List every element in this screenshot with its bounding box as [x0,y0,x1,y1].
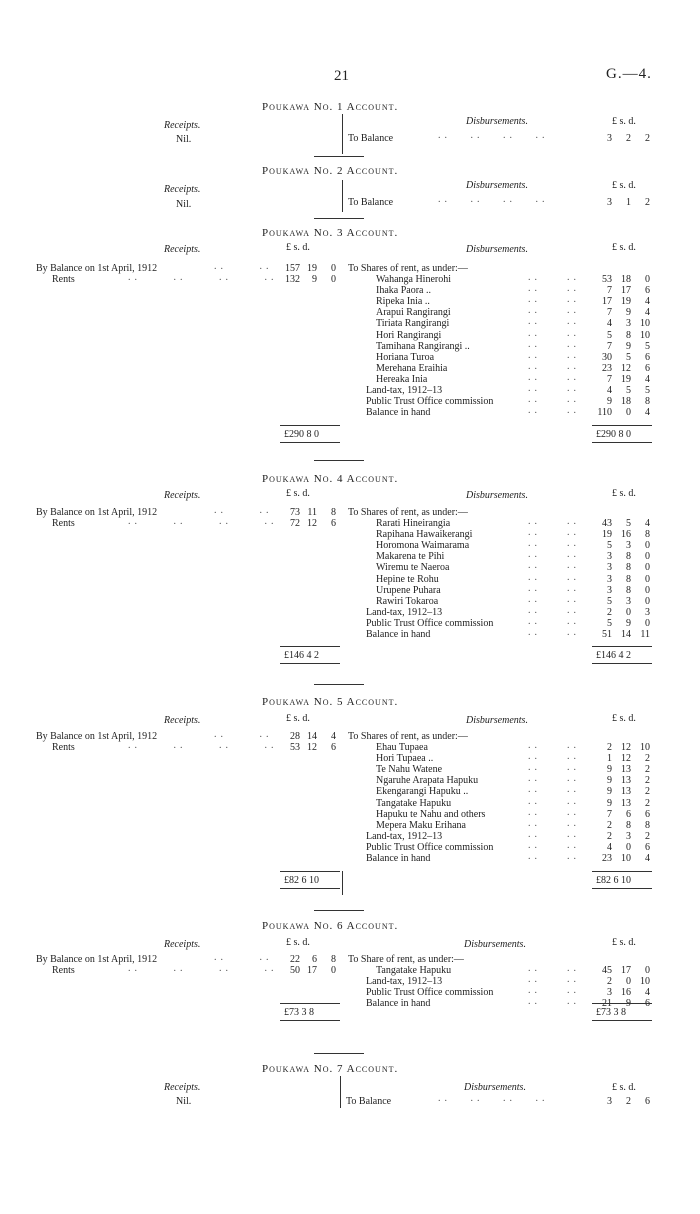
amount-pounds: 28 [290,731,300,742]
disbursements-total: £82 6 10 [596,875,631,886]
amount-pounds: 5 [607,618,612,629]
amount-pence: 0 [331,965,336,976]
amount-pence: 6 [645,809,650,820]
amount-pence: 0 [331,263,336,274]
account-title: Poukawa No. 5 Account. [262,696,399,708]
amount-shillings: 8 [626,551,631,562]
amount-pounds: 9 [607,396,612,407]
amount-pounds: 2 [607,607,612,618]
amount-pounds: 9 [607,775,612,786]
account-4: Poukawa No. 4 Account. Receipts. £ s. d. Disbursements. £ s. d. By Balance on 1st April, 1912 .. .. Rents .. .. .. .. 73 11 8 72 12 6 To Shares of rent, as under:— Rarati Hineirangia .. .. 43 5 4 Rapihana Hawaikerangi .. .. 19 16 8 Horomona Waimarama .. .. 5 3 0 Makarena te Pihi .. .. 3 8 0 Wiremu te Naeroa .. .. 3 8 0 Hepine te Rohu .. .. 3 8 0 Urupene Puhara .. .. 3 8 0 Rawiri Tokaroa .. .. 5 3 0 Land-tax, 1912–13 .. .. 2 0 3 Public Trust Office commission .. .. 5 9 0 Balance in hand .. .. 51 14 11 £146 4 2 £146 4 2 [0,474,700,662]
disbursements-total: £290 8 0 [596,429,631,440]
amount-pence: 8 [331,954,336,965]
amount-pounds: 23 [602,853,612,864]
amount-shillings: 10 [621,853,631,864]
amount-pence: 6 [645,285,650,296]
disbursements-heading: Disbursements. [466,490,528,501]
receipts-heading: Receipts. [164,939,201,950]
amount-pence: 6 [645,352,650,363]
item-name: Land-tax, 1912–13 [366,976,443,987]
account-6: Poukawa No. 6 Account. Receipts. £ s. d. Disbursements. £ s. d. By Balance on 1st April, 1912 .. .. Rents .. .. .. .. 22 6 8 50 17 0 To Share of rent, as under:— Tangatake Hapuku .. .. 45 17 0 Land-tax, 1912–13 .. .. 2 0 10 Public Trust Office commission .. .. 3 16 4 Balance in hand .. .. £73 3 8 £73 3 8 [0,921,700,1041]
item-name: Te Nahu Watene [376,764,443,775]
amount-pence: 2 [645,764,650,775]
amount-shillings: 12 [307,742,317,753]
item-name: Hepine te Rohu [376,574,439,585]
amount-pounds: 4 [607,842,612,853]
amount-shillings: 19 [621,296,631,307]
amount-shillings: 3 [626,318,631,329]
item-name: Public Trust Office commission [366,987,494,998]
amount-pounds: 110 [597,407,612,418]
amount-pence: 0 [645,574,650,585]
item-name: Ripeka Inia .. [376,296,430,307]
disbursements-heading: Disbursements. [464,1082,526,1093]
amount-pence: 10 [640,330,650,341]
amount-shillings: 12 [621,363,631,374]
amount-shillings: 11 [307,507,317,518]
amount-shillings: 9 [626,341,631,352]
amount-pounds: 17 [602,296,612,307]
amount-shillings: 0 [626,407,631,418]
amount-shillings: 8 [626,562,631,573]
item-name: Tiriata Rangirangi [376,318,450,329]
amount-pence: 0 [645,596,650,607]
amount-shillings: 5 [626,352,631,363]
item-name: Land-tax, 1912–13 [366,385,443,396]
to-shares-label: To Shares of rent, as under:— [348,731,468,742]
amount-pounds: 3 [607,574,612,585]
amount-pounds: 3 [607,133,612,144]
account-title: Poukawa No. 1 Account. [262,101,399,113]
amount-pence: 2 [645,197,650,208]
item-name: Tangatake Hapuku [376,798,452,809]
amount-pence: 0 [645,618,650,629]
amount-pence: 2 [645,775,650,786]
amount-pounds: 157 [285,263,300,274]
amount-pence: 0 [331,274,336,285]
amount-shillings: 9 [312,274,317,285]
document-reference: G.—4. [606,66,652,82]
amount-pence: 6 [645,842,650,853]
rents-label: Rents [52,274,75,285]
amount-pence: 3 [645,607,650,618]
item-name: Balance in hand [366,853,431,864]
item-name: Urupene Puhara [376,585,441,596]
rents-label: Rents [52,742,75,753]
item-name: Land-tax, 1912–13 [366,607,443,618]
amount-pounds: 22 [290,954,300,965]
item-name: Horomona Waimarama [376,540,470,551]
item-name: Rawiri Tokaroa [376,596,439,607]
item-name: Tangatake Hapuku [376,965,452,976]
amount-pounds: 3 [607,585,612,596]
amount-pounds: 53 [290,742,300,753]
amount-pounds: 9 [607,798,612,809]
amount-shillings: 3 [626,540,631,551]
item-name: Balance in hand [366,407,431,418]
amount-shillings: 9 [626,618,631,629]
lsd-heading: £ s. d. [612,180,636,191]
to-balance-label: To Balance [348,133,394,144]
account-title: Poukawa No. 7 Account. [262,1063,399,1075]
amount-shillings: 0 [626,607,631,618]
amount-pounds: 43 [602,518,612,529]
receipts-nil: Nil. [176,1096,192,1107]
item-name: Hori Rangirangi [376,330,442,341]
amount-pounds: 7 [607,809,612,820]
item-name: Land-tax, 1912–13 [366,831,443,842]
amount-pence: 4 [645,853,650,864]
lsd-heading: £ s. d. [612,1082,636,1093]
item-name: Mepera Maku Erihana [376,820,466,831]
amount-pence: 0 [645,562,650,573]
lsd-heading: £ s. d. [612,488,636,499]
amount-pence: 6 [331,742,336,753]
amount-pounds: 1 [607,753,612,764]
amount-shillings: 8 [626,585,631,596]
amount-shillings: 18 [621,274,631,285]
to-balance-label: To Balance [346,1096,392,1107]
amount-pence: 10 [640,976,650,987]
lsd-heading: £ s. d. [612,242,636,253]
amount-pounds: 3 [607,987,612,998]
amount-pence: 8 [645,529,650,540]
item-name: Ehau Tupaea [376,742,428,753]
amount-pounds: 50 [290,965,300,976]
amount-pence: 4 [645,307,650,318]
amount-shillings: 12 [621,742,631,753]
amount-pence: 2 [645,798,650,809]
receipts-total: £73 3 8 [284,1007,314,1018]
amount-pounds: 3 [607,197,612,208]
amount-shillings: 14 [307,731,317,742]
receipts-lsd-heading: £ s. d. [286,713,310,724]
amount-pence: 2 [645,786,650,797]
amount-pence: 0 [645,540,650,551]
amount-pence: 2 [645,753,650,764]
amount-shillings: 5 [626,518,631,529]
lsd-heading: £ s. d. [612,713,636,724]
amount-pence: 8 [645,396,650,407]
receipts-total: £82 6 10 [284,875,319,886]
amount-pence: 4 [645,296,650,307]
amount-shillings: 17 [307,965,317,976]
amount-pounds: 3 [607,551,612,562]
amount-shillings: 8 [626,820,631,831]
amount-shillings: 13 [621,775,631,786]
amount-pounds: 2 [607,742,612,753]
amount-shillings: 13 [621,786,631,797]
amount-pence: 4 [331,731,336,742]
amount-shillings: 18 [621,396,631,407]
amount-pounds: 7 [607,285,612,296]
amount-pounds: 5 [607,330,612,341]
item-name: Ihaka Paora .. [376,285,431,296]
amount-shillings: 3 [626,831,631,842]
disbursements-heading: Disbursements. [466,180,528,191]
amount-pence: 0 [645,965,650,976]
amount-pence: 4 [645,518,650,529]
amount-pence: 5 [645,385,650,396]
amount-pounds: 53 [602,274,612,285]
account-title: Poukawa No. 2 Account. [262,165,399,177]
rents-label: Rents [52,518,75,529]
amount-shillings: 16 [621,987,631,998]
amount-pounds: 30 [602,352,612,363]
receipts-total: £290 8 0 [284,429,319,440]
receipts-nil: Nil. [176,199,192,210]
amount-pounds: 4 [607,318,612,329]
item-name: Rapihana Hawaikerangi [376,529,473,540]
disbursements-total: £73 3 8 [596,1007,626,1018]
amount-pence: 4 [645,407,650,418]
amount-pounds: 7 [607,307,612,318]
by-balance-label: By Balance on 1st April, 1912 [36,263,158,274]
amount-pounds: 72 [290,518,300,529]
amount-shillings: 2 [626,133,631,144]
account-title: Poukawa No. 6 Account. [262,920,399,932]
item-name: Wahanga Hinerohi [376,274,451,285]
item-name: Public Trust Office commission [366,396,494,407]
amount-shillings: 0 [626,976,631,987]
amount-pounds: 19 [602,529,612,540]
amount-shillings: 9 [626,307,631,318]
amount-pounds: 3 [607,1096,612,1107]
item-name: Horiana Turoa [376,352,435,363]
amount-pence: 4 [645,374,650,385]
amount-pence: 8 [645,820,650,831]
account-5: Poukawa No. 5 Account. Receipts. £ s. d. Disbursements. £ s. d. By Balance on 1st April, 1912 .. .. Rents .. .. .. .. 28 14 4 53 12 6 To Shares of rent, as under:— Ehau Tupaea .. .. 2 12 10 Hori Tupaea .. .. .. 1 12 2 Te Nahu Watene .. .. 9 13 2 Ngaruhe Arapata Hapuku .. .. 9 13 2 Ekengarangi Hapuku .. .. .. 9 13 2 Tangatake Hapuku .. .. 9 13 2 Hapuku te Nahu and others .. .. 7 6 6 Mepera Maku Erihana .. .. 2 8 8 Land-tax, 1912–13 .. .. 2 3 2 Public Trust Office commission .. .. 4 0 6 Balance in hand .. .. 23 10 4 £82 6 10 £82 6 10 [0,697,700,897]
amount-pence: 6 [645,363,650,374]
amount-pounds: 5 [607,540,612,551]
item-name: Hori Tupaea .. [376,753,434,764]
amount-pounds: 3 [607,562,612,573]
amount-pence: 10 [640,742,650,753]
amount-shillings: 8 [626,574,631,585]
receipts-lsd-heading: £ s. d. [286,488,310,499]
amount-pounds: 73 [290,507,300,518]
amount-shillings: 17 [621,965,631,976]
receipts-nil: Nil. [176,134,192,145]
amount-shillings: 1 [626,197,631,208]
receipts-heading: Receipts. [164,184,201,195]
item-name: Hereaka Inia [376,374,428,385]
rents-label: Rents [52,965,75,976]
amount-pence: 4 [645,987,650,998]
disbursements-heading: Disbursements. [466,244,528,255]
amount-pence: 2 [645,133,650,144]
amount-pence: 0 [645,551,650,562]
amount-shillings: 17 [621,285,631,296]
amount-pounds: 9 [607,786,612,797]
lsd-heading: £ s. d. [612,116,636,127]
account-2: Poukawa No. 2 Account. Receipts. Nil. Disbursements. £ s. d. To Balance .. .. .. .. 3 1 2 [0,166,700,226]
amount-shillings: 19 [307,263,317,274]
amount-pence: 6 [645,1096,650,1107]
amount-shillings: 5 [626,385,631,396]
amount-pounds: 2 [607,976,612,987]
amount-shillings: 0 [626,842,631,853]
receipts-total: £146 4 2 [284,650,319,661]
disbursements-heading: Disbursements. [466,116,528,127]
item-name: Ngaruhe Arapata Hapuku [376,775,479,786]
receipts-heading: Receipts. [164,715,201,726]
amount-pounds: 7 [607,374,612,385]
receipts-heading: Receipts. [164,1082,201,1093]
amount-pence: 0 [645,585,650,596]
item-name: Makarena te Pihi [376,551,445,562]
amount-pounds: 23 [602,363,612,374]
account-title: Poukawa No. 4 Account. [262,473,399,485]
account-title: Poukawa No. 3 Account. [262,227,399,239]
receipts-lsd-heading: £ s. d. [286,242,310,253]
amount-pence: 5 [645,341,650,352]
amount-shillings: 13 [621,764,631,775]
amount-pounds: 7 [607,341,612,352]
amount-shillings: 16 [621,529,631,540]
item-name: Merehana Eraihia [376,363,448,374]
disbursements-heading: Disbursements. [466,715,528,726]
receipts-heading: Receipts. [164,120,201,131]
page-number: 21 [334,68,349,84]
amount-pounds: 2 [607,820,612,831]
amount-pence: 11 [640,629,650,640]
receipts-heading: Receipts. [164,244,201,255]
by-balance-label: By Balance on 1st April, 1912 [36,954,158,965]
amount-shillings: 14 [621,629,631,640]
to-balance-label: To Balance [348,197,394,208]
item-name: Rarati Hineirangia [376,518,451,529]
amount-shillings: 12 [621,753,631,764]
amount-pounds: 9 [607,764,612,775]
disbursements-heading: Disbursements. [464,939,526,950]
to-shares-label: To Shares of rent, as under:— [348,507,468,518]
account-7: Poukawa No. 7 Account. Receipts. Nil. Disbursements. £ s. d. To Balance .. .. .. .. 3 2 6 [164,1063,650,1107]
amount-shillings: 6 [626,809,631,820]
receipts-lsd-heading: £ s. d. [286,937,310,948]
item-name: Public Trust Office commission [366,618,494,629]
item-name: Tamihana Rangirangi .. [376,341,470,352]
item-name: Arapui Rangirangi [376,307,451,318]
amount-shillings: 13 [621,798,631,809]
item-name: Public Trust Office commission [366,842,494,853]
amount-shillings: 2 [626,1096,631,1107]
amount-pounds: 2 [607,831,612,842]
by-balance-label: By Balance on 1st April, 1912 [36,731,158,742]
amount-pounds: 45 [602,965,612,976]
amount-pounds: 132 [285,274,300,285]
to-shares-label: To Shares of rent, as under:— [348,263,468,274]
receipts-heading: Receipts. [164,490,201,501]
by-balance-label: By Balance on 1st April, 1912 [36,507,158,518]
amount-pounds: 4 [607,385,612,396]
amount-pounds: 5 [607,596,612,607]
item-name: Balance in hand [366,629,431,640]
amount-pence: 10 [640,318,650,329]
amount-shillings: 6 [312,954,317,965]
amount-shillings: 19 [621,374,631,385]
amount-shillings: 12 [307,518,317,529]
amount-pence: 8 [331,507,336,518]
amount-shillings: 3 [626,596,631,607]
item-name: Wiremu te Naeroa [376,562,450,573]
item-name: Hapuku te Nahu and others [376,809,486,820]
amount-shillings: 8 [626,330,631,341]
account-3: Poukawa No. 3 Account. Receipts. £ s. d. Disbursements. £ s. d. By Balance on 1st April, 1912 .. .. Rents .. .. .. .. 157 19 0 132 9 0 To Shares of rent, as under:— Wahanga Hinerohi .. .. 53 18 0 Ihaka Paora .. .. .. 7 17 6 Ripeka Inia .. .. .. 17 19 4 Arapui Rangirangi .. .. 7 9 4 Tiriata Rangirangi .. .. 4 3 10 Hori Rangirangi .. .. 5 8 10 Tamihana Rangirangi .. .. .. 7 9 5 Horiana Turoa .. .. 30 5 6 Merehana Eraihia .. .. 23 12 6 Hereaka Inia .. .. 7 19 4 Land-tax, 1912–13 .. .. 4 5 5 Public Trust Office commission .. .. 9 18 8 Balance in hand .. .. 110 0 4 £290 8 0 £290 8 0 [0,228,700,462]
to-share-label: To Share of rent, as under:— [348,954,464,965]
item-name: Balance in hand [366,998,431,1009]
amount-pence: 2 [645,831,650,842]
account-1: Poukawa No. 1 Account. Receipts. Nil. Disbursements. £ s. d. To Balance .. .. .. .. 3 2 2 [0,100,700,160]
amount-pence: 0 [645,274,650,285]
item-name: Ekengarangi Hapuku .. [376,786,469,797]
lsd-heading: £ s. d. [612,937,636,948]
amount-pence: 6 [331,518,336,529]
amount-pounds: 51 [602,629,612,640]
disbursements-total: £146 4 2 [596,650,631,661]
